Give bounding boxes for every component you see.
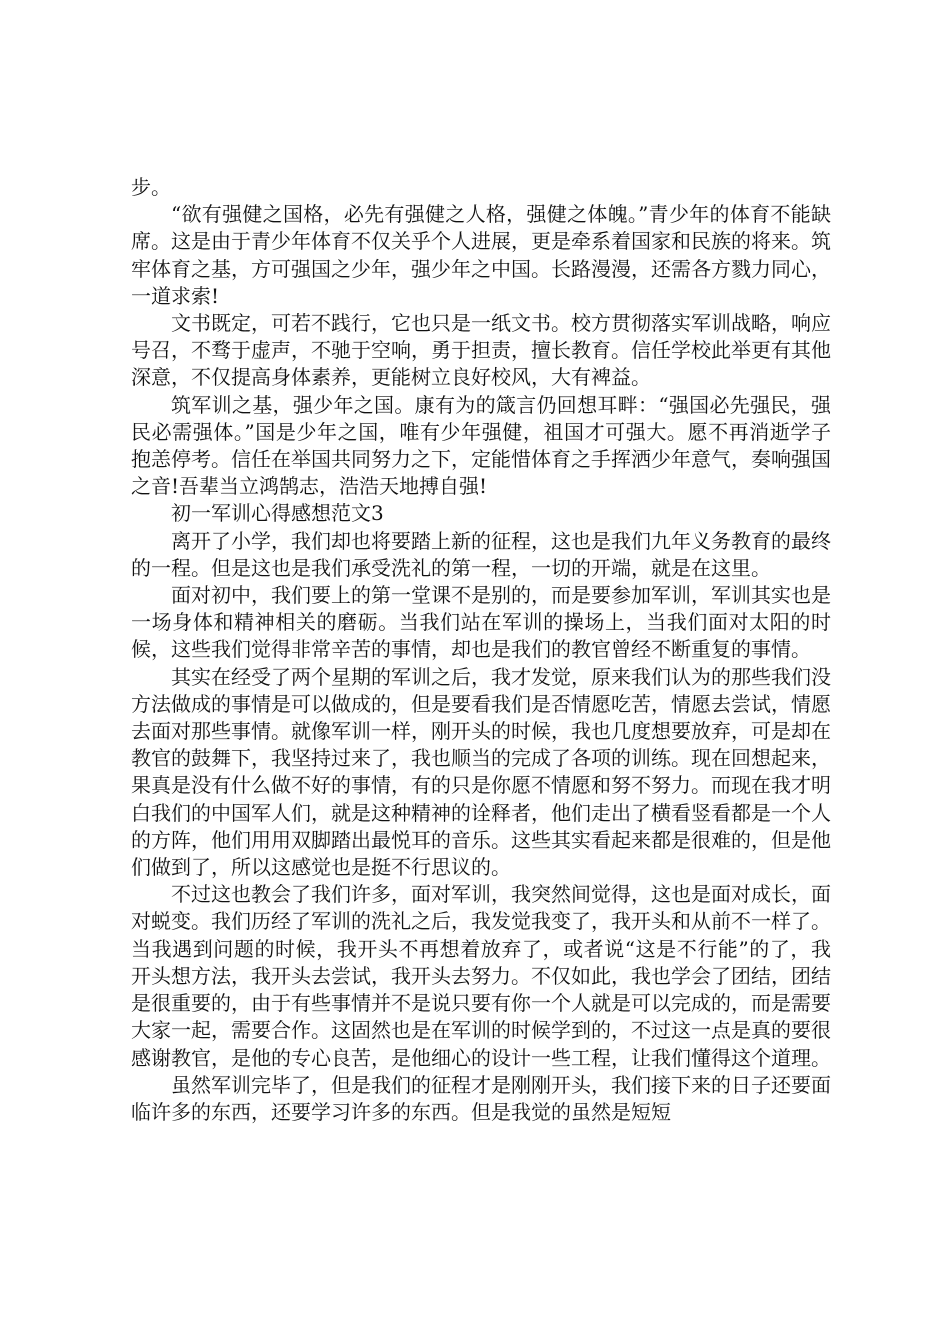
paragraph: 虽然军训完毕了，但是我们的征程才是刚刚开头，我们接下来的日子还要面临许多的东西，还要学习许多的东西。但是我觉的虽然是短短 [131, 1072, 831, 1124]
paragraph: 文书既定，可若不践行，它也只是一纸文书。校方贯彻落实军训战略，响应号召，不骛于虚声，不驰于空响，勇于担责，擅长教育。信任学校此举更有其他深意，不仅提高身体素养，更能树立良好校风，大有裨益。 [131, 311, 831, 390]
paragraph: 面对初中，我们要上的第一堂课不是别的，而是要参加军训，军训其实也是一场身体和精神相关的磨砺。当我们站在军训的操场上，当我们面对太阳的时候，这些我们觉得非常辛苦的事情，却也是我们的教官曾经不断重复的事情。 [131, 583, 831, 662]
paragraph: 不过这也教会了我们许多，面对军训，我突然间觉得，这也是面对成长，面对蜕变。我们历经了军训的洗礼之后，我发觉我变了，我开头和从前不一样了。当我遇到问题的时候，我开头不再想着放弃了，或者说“这是不行能”的了，我开头想方法，我开头去尝试，我开头去努力。不仅如此，我也学会了团结，团结是很重要的，由于有些事情并不是说只要有你一个人就是可以完成的，而是需要大家一起，需要合作。这固然也是在军训的时候学到的，不过这一点是真的要很感谢教官，是他的专心良苦，是他细心的设计一些工程，让我们懂得这个道理。 [131, 882, 831, 1070]
section-heading: 初一军训心得感想范文3 [171, 501, 384, 526]
paragraph: 筑军训之基，强少年之国。康有为的箴言仍回想耳畔：“强国必先强民，强民必需强体。”国是少年之国，唯有少年强健，祖国才可强大。愿不再消逝学子抱恙停考。信任在举国共同努力之下，定能惜体育之手挥洒少年意气，奏响强国之音!吾辈当立鸿鹄志，浩浩天地搏自强! [131, 392, 831, 499]
document-page [131, 174, 831, 1126]
paragraph: 其实在经受了两个星期的军训之后，我才发觉，原来我们认为的那些我们没方法做成的事情是可以做成的，但是要看我们是否情愿吃苦，情愿去尝试，情愿去面对那些事情。就像军训一样，刚开头的时候，我也几度想要放弃，可是却在教官的鼓舞下，我坚持过来了，我也顺当的完成了各项的训练。现在回想起来，果真是没有什么做不好的事情，有的只是你愿不情愿和努不努力。而现在我才明白我们的中国军人们，就是这种精神的诠释者，他们走出了横看竖看都是一个人的方阵，他们用用双脚踏出最悦耳的音乐。这些其实看起来都是很难的，但是他们做到了，所以这感觉也是挺不行思议的。 [131, 664, 831, 880]
paragraph-continuation: 步。 [131, 175, 171, 199]
paragraph: 离开了小学，我们却也将要踏上新的征程，这也是我们九年义务教育的最终的一程。但是这也是我们承受洗礼的第一程，一切的开端，就是在这里。 [131, 528, 831, 580]
paragraph: “欲有强健之国格，必先有强健之人格，强健之体魄。”青少年的体育不能缺席。这是由于青少年体育不仅关乎个人进展，更是牵系着国家和民族的将来。筑牢体育之基，方可强国之少年，强少年之中国。长路漫漫，还需各方戮力同心，一道求索! [131, 202, 831, 308]
